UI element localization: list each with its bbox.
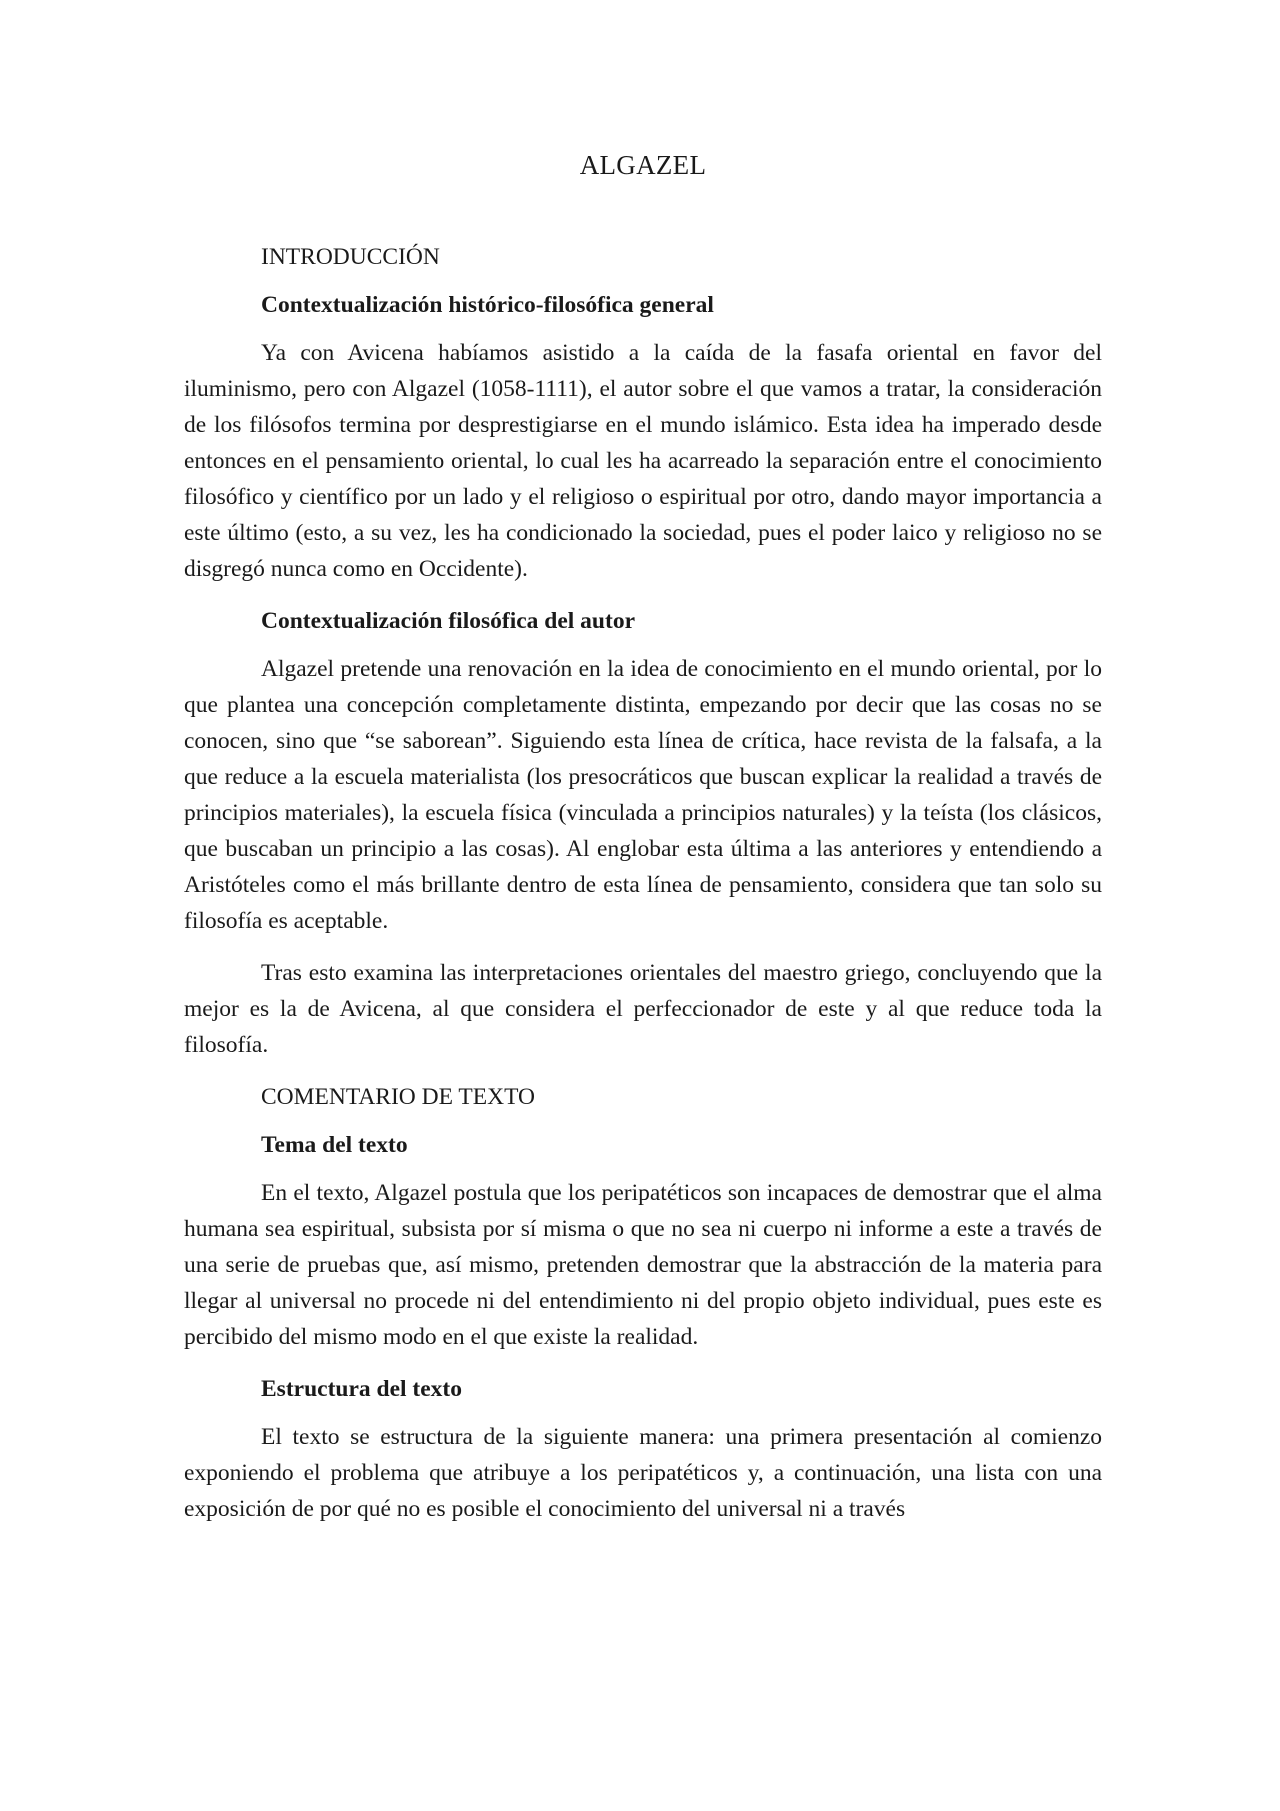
subheading-contexto-general: Contextualización histórico-filosófica general (261, 292, 714, 318)
paragraph-contexto-autor-1: Algazel pretende una renovación en la idea de conocimiento en el mundo oriental, por lo que plantea una concepción completamente distinta, empezando por decir que las cosas no se conocen, sino que “se saborean”. Siguiendo esta línea de crítica, hace revista de la falsafa, a la que reduce a la escuela materialista (los presocráticos que buscan explicar la realidad a través de principios materiales), la escuela física (vinculada a principios naturales) y la teísta (los clásicos, que buscaban un principio a las cosas). Al englobar esta última a las anteriores y entendiendo a Aristóteles como el más brillante dentro de esta línea de pensamiento, considera que tan solo su filosofía es aceptable. (184, 656, 1102, 934)
paragraph-contexto-autor-2: Tras esto examina las interpretaciones orientales del maestro griego, concluyendo que la mejor es la de Avicena, al que considera el perfeccionador de este y al que reduce toda la filosofía. (184, 960, 1102, 1058)
subheading-estructura: Estructura del texto (261, 1376, 463, 1402)
paragraph-tema: En el texto, Algazel postula que los peripatéticos son incapaces de demostrar que el alma humana sea espiritual, subsista por sí misma o que no sea ni cuerpo ni informe a este a través de una serie de pruebas que, así mismo, pretenden demostrar que la abstracción de la materia para llegar al universal no procede ni del entendimiento ni del propio objeto individual, pues este es percibido del mismo modo en el que existe la realidad. (184, 1180, 1102, 1350)
subheading-tema: Tema del texto (261, 1132, 408, 1158)
section-heading-comentario: COMENTARIO DE TEXTO (261, 1084, 536, 1110)
paragraph-contexto-general: Ya con Avicena habíamos asistido a la caída de la fasafa oriental en favor del iluminismo, pero con Algazel (1058-1111), el autor sobre el que vamos a tratar, la consideración de los filósofos termina por desprestigiarse en el mundo islámico. Esta idea ha imperado desde entonces en el pensamiento oriental, lo cual les ha acarreado la separación entre el conocimiento filosófico y científico por un lado y el religioso o espiritual por otro, dando mayor importancia a este último (esto, a su vez, les ha condicionado la sociedad, pues el poder laico y religioso no se disgregó nunca como en Occidente). (184, 340, 1102, 582)
document-title: ALGAZEL (579, 150, 707, 180)
section-heading-introduccion: INTRODUCCIÓN (261, 244, 440, 270)
document-body (184, 150, 1102, 1527)
subheading-contexto-autor: Contextualización filosófica del autor (261, 608, 636, 634)
paragraph-estructura: El texto se estructura de la siguiente manera: una primera presentación al comienzo exponiendo el problema que atribuye a los peripatéticos y, a continuación, una lista con una exposición de por qué no es posible el conocimiento del universal ni a través (184, 1424, 1102, 1522)
